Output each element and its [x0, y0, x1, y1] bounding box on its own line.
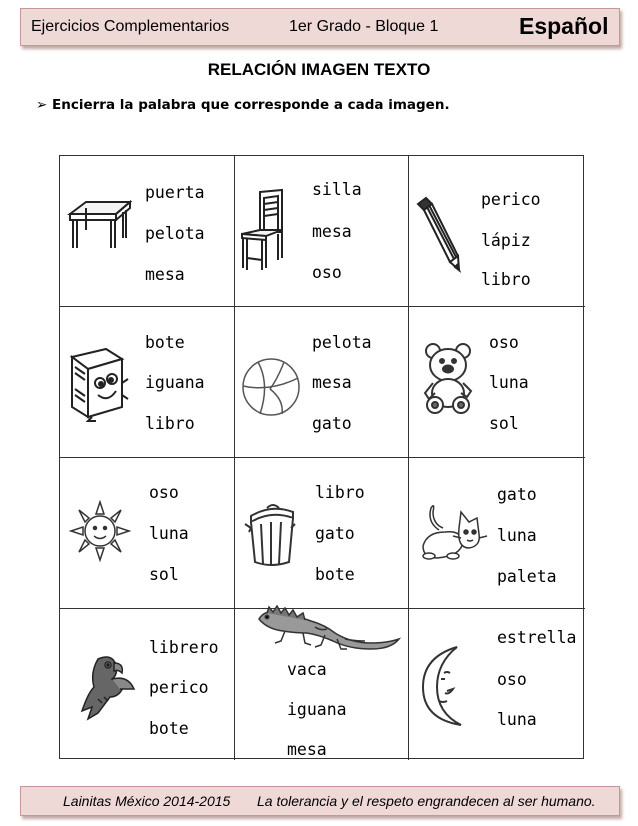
word-option[interactable]: iguana: [287, 700, 347, 719]
cell-r3-c3: [409, 458, 585, 609]
word-option[interactable]: mesa: [145, 265, 185, 284]
cell-r1-c2: [235, 156, 409, 307]
parrot-icon: [68, 649, 140, 721]
word-option[interactable]: luna: [489, 373, 529, 392]
word-option[interactable]: puerta: [145, 183, 205, 202]
word-option[interactable]: bote: [145, 333, 185, 352]
word-option[interactable]: oso: [149, 483, 179, 502]
table-icon: [66, 198, 132, 250]
word-option[interactable]: perico: [149, 678, 209, 697]
word-option[interactable]: mesa: [312, 373, 352, 392]
word-option[interactable]: bote: [315, 565, 355, 584]
word-option[interactable]: libro: [481, 270, 531, 289]
pencil-icon: [412, 194, 464, 274]
cat-icon: [417, 500, 491, 562]
word-option[interactable]: luna: [497, 710, 537, 729]
word-option[interactable]: silla: [312, 180, 362, 199]
cell-r2-c3: [409, 307, 585, 458]
footer-motto: La tolerancia y el respeto engrandecen al ser humano.: [257, 793, 596, 809]
word-option[interactable]: vaca: [287, 660, 327, 679]
word-option[interactable]: pelota: [312, 333, 372, 352]
footer-bar: [20, 786, 620, 816]
word-option[interactable]: mesa: [287, 740, 327, 759]
word-option[interactable]: luna: [149, 524, 189, 543]
cell-r2-c2: [235, 307, 409, 458]
word-option[interactable]: libro: [315, 483, 365, 502]
word-option[interactable]: sol: [149, 565, 179, 584]
word-option[interactable]: gato: [497, 485, 537, 504]
chair-icon: [238, 188, 288, 272]
word-option[interactable]: luna: [497, 526, 537, 545]
word-option[interactable]: pelota: [145, 224, 205, 243]
header-bar: [20, 8, 620, 46]
page-title: RELACIÓN IMAGEN TEXTO: [207, 60, 431, 79]
word-option[interactable]: oso: [489, 333, 519, 352]
ball-icon: [240, 356, 302, 418]
exercise-grid: [59, 155, 584, 759]
cell-r1-c3: [409, 156, 585, 307]
trash-can-icon: [243, 502, 299, 568]
iguana-icon: [255, 605, 405, 655]
book-icon: [66, 343, 130, 423]
cell-r3-c1: [60, 458, 235, 609]
word-option[interactable]: sol: [489, 414, 519, 433]
footer-left-text: Lainitas México 2014-2015: [63, 793, 231, 809]
cell-r1-c1: [60, 156, 235, 307]
bear-icon: [419, 341, 479, 415]
cell-r3-c2: [235, 458, 409, 609]
cell-r4-c1: [60, 609, 235, 760]
moon-icon: [417, 643, 479, 729]
header-subject: Español: [519, 13, 609, 39]
instruction-text: ➢ Encierra la palabra que corresponde a cada imagen.: [36, 97, 450, 113]
word-option[interactable]: estrella: [497, 628, 577, 647]
cell-r2-c1: [60, 307, 235, 458]
word-option[interactable]: librero: [149, 638, 219, 657]
cell-r4-c2: [235, 609, 409, 760]
header-grade-text: 1er Grado - Bloque 1: [289, 18, 439, 35]
word-option[interactable]: lápiz: [481, 231, 531, 250]
header-left-text: Ejercicios Complementarios: [31, 18, 230, 35]
word-option[interactable]: mesa: [312, 222, 352, 241]
word-option[interactable]: paleta: [497, 567, 557, 586]
sun-icon: [67, 498, 133, 564]
word-option[interactable]: libro: [145, 414, 195, 433]
word-option[interactable]: perico: [481, 190, 541, 209]
word-option[interactable]: oso: [312, 263, 342, 282]
cell-r4-c3: [409, 609, 585, 760]
word-option[interactable]: iguana: [145, 373, 205, 392]
word-option[interactable]: gato: [315, 524, 355, 543]
word-option[interactable]: oso: [497, 670, 527, 689]
word-option[interactable]: bote: [149, 719, 189, 738]
word-option[interactable]: gato: [312, 414, 352, 433]
